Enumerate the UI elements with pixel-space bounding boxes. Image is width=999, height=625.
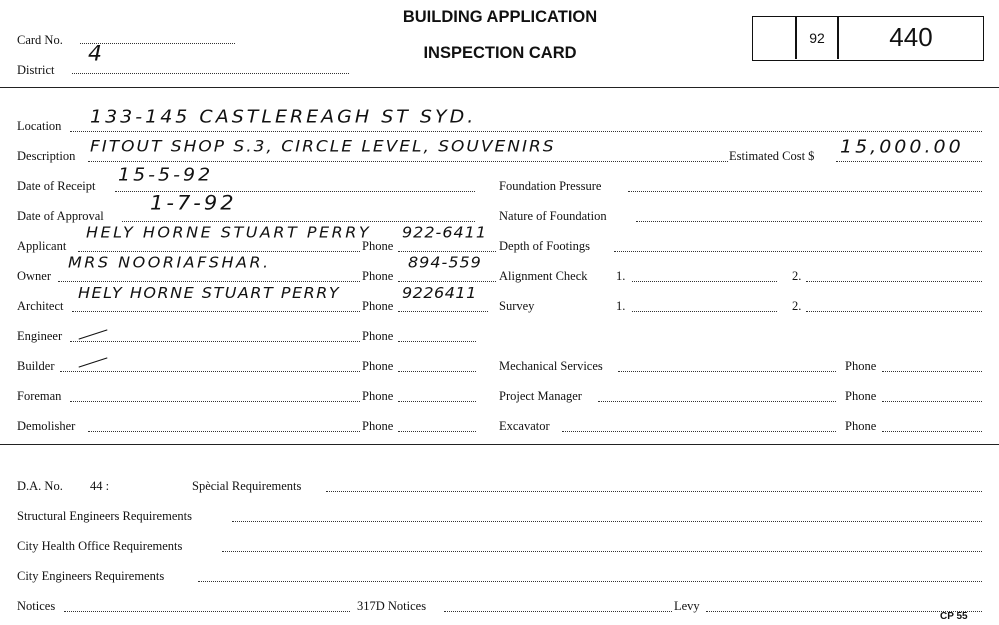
builder-phone-field[interactable] xyxy=(398,358,476,372)
foundation-pressure-label: Foundation Pressure xyxy=(499,179,602,193)
engineer-label: Engineer xyxy=(17,329,63,343)
special-requirements-field[interactable] xyxy=(326,478,982,492)
architect-value: HELY HORNE STUART PERRY xyxy=(78,283,341,302)
engineer-phone-field[interactable] xyxy=(398,328,476,342)
builder-label: Builder xyxy=(17,359,55,373)
alignment-check-label: Alignment Check xyxy=(499,269,588,283)
mechanical-services-label: Mechanical Services xyxy=(499,359,603,373)
alignment-2-field[interactable] xyxy=(806,268,982,282)
estimated-cost-value: 15,000.00 xyxy=(840,136,964,158)
date-receipt-label: Date of Receipt xyxy=(17,179,96,193)
location-label: Location xyxy=(17,119,62,133)
date-approval-label: Date of Approval xyxy=(17,209,104,223)
city-engineers-requirements-label: City Engineers Requirements xyxy=(17,569,165,583)
project-manager-field[interactable] xyxy=(598,388,836,402)
date-approval-value: 1-7-92 xyxy=(150,191,237,215)
box-code: 92 xyxy=(809,30,825,46)
demolisher-phone-label: Phone xyxy=(362,419,394,433)
alignment-2-label: 2. xyxy=(792,269,802,283)
builder-field[interactable] xyxy=(60,358,360,372)
notices-label: Notices xyxy=(17,599,56,613)
notices-317d-label: 317D Notices xyxy=(357,599,427,613)
excavator-phone-field[interactable] xyxy=(882,418,982,432)
owner-label: Owner xyxy=(17,269,52,283)
health-requirements-field[interactable] xyxy=(222,538,982,552)
project-manager-phone-label: Phone xyxy=(845,389,877,403)
applicant-phone-label: Phone xyxy=(362,239,394,253)
district-label: District xyxy=(17,63,55,77)
foreman-field[interactable] xyxy=(70,388,360,402)
mechanical-phone-label: Phone xyxy=(845,359,877,373)
project-manager-label: Project Manager xyxy=(499,389,582,403)
survey-1-field[interactable] xyxy=(632,298,777,312)
card-no-label: Card No. xyxy=(17,33,63,47)
foreman-phone-label: Phone xyxy=(362,389,394,403)
box-number: 440 xyxy=(889,22,933,52)
excavator-phone-label: Phone xyxy=(845,419,877,433)
foreman-label: Foreman xyxy=(17,389,62,403)
survey-2-field[interactable] xyxy=(806,298,982,312)
survey-2-label: 2. xyxy=(792,299,802,313)
alignment-1-label: 1. xyxy=(616,269,626,283)
levy-field[interactable] xyxy=(706,598,982,612)
nature-foundation-label: Nature of Foundation xyxy=(499,209,607,223)
nature-foundation-field[interactable] xyxy=(636,208,982,222)
foreman-phone-field[interactable] xyxy=(398,388,476,402)
health-requirements-label: City Health Office Requirements xyxy=(17,539,183,553)
form-title-line2: INSPECTION CARD xyxy=(423,44,577,62)
owner-phone-value: 894-559 xyxy=(408,253,482,272)
engineer-phone-label: Phone xyxy=(362,329,394,343)
survey-1-label: 1. xyxy=(616,299,626,313)
depth-footings-field[interactable] xyxy=(614,238,982,252)
engineer-field[interactable] xyxy=(70,328,360,342)
estimated-cost-label: Estimated Cost $ xyxy=(729,149,815,163)
demolisher-field[interactable] xyxy=(88,418,360,432)
location-value: 133-145 CASTLEREAGH ST SYD. xyxy=(90,106,477,128)
applicant-phone-value: 922-6411 xyxy=(402,223,488,242)
applicant-value: HELY HORNE STUART PERRY xyxy=(86,223,372,242)
structural-requirements-field[interactable] xyxy=(232,508,982,522)
mechanical-services-field[interactable] xyxy=(618,358,836,372)
foundation-pressure-field[interactable] xyxy=(628,178,982,192)
mechanical-phone-field[interactable] xyxy=(882,358,982,372)
excavator-field[interactable] xyxy=(562,418,836,432)
da-no-label: D.A. No. xyxy=(17,479,63,493)
notices-field[interactable] xyxy=(64,598,350,612)
structural-requirements-label: Structural Engineers Requirements xyxy=(17,509,192,523)
city-engineers-requirements-field[interactable] xyxy=(198,568,982,582)
architect-phone-label: Phone xyxy=(362,299,394,313)
applicant-label: Applicant xyxy=(17,239,67,253)
top-divider xyxy=(0,87,999,88)
demolisher-phone-field[interactable] xyxy=(398,418,476,432)
card-number-box xyxy=(752,16,984,61)
notices-317d-field[interactable] xyxy=(444,598,672,612)
special-requirements-label: Spècial Requirements xyxy=(192,479,302,493)
district-field[interactable] xyxy=(72,60,349,74)
depth-footings-label: Depth of Footings xyxy=(499,239,590,253)
description-label: Description xyxy=(17,149,76,163)
description-value: FITOUT SHOP S.3, CIRCLE LEVEL, SOUVENIRS xyxy=(90,137,556,157)
da-no-value: 44 : xyxy=(90,479,110,493)
levy-label: Levy xyxy=(674,599,700,613)
architect-phone-value: 9226411 xyxy=(402,283,477,302)
alignment-1-field[interactable] xyxy=(632,268,777,282)
demolisher-label: Demolisher xyxy=(17,419,76,433)
district-value: 4 xyxy=(88,42,105,67)
survey-label: Survey xyxy=(499,299,535,313)
builder-phone-label: Phone xyxy=(362,359,394,373)
owner-phone-label: Phone xyxy=(362,269,394,283)
form-code: CP 55 xyxy=(940,611,968,622)
middle-divider xyxy=(0,444,999,445)
date-receipt-value: 15-5-92 xyxy=(118,164,214,186)
project-manager-phone-field[interactable] xyxy=(882,388,982,402)
form-title-line1: BUILDING APPLICATION xyxy=(402,8,598,26)
excavator-label: Excavator xyxy=(499,419,550,433)
owner-value: MRS NOORIAFSHAR. xyxy=(68,253,271,272)
architect-label: Architect xyxy=(17,299,64,313)
